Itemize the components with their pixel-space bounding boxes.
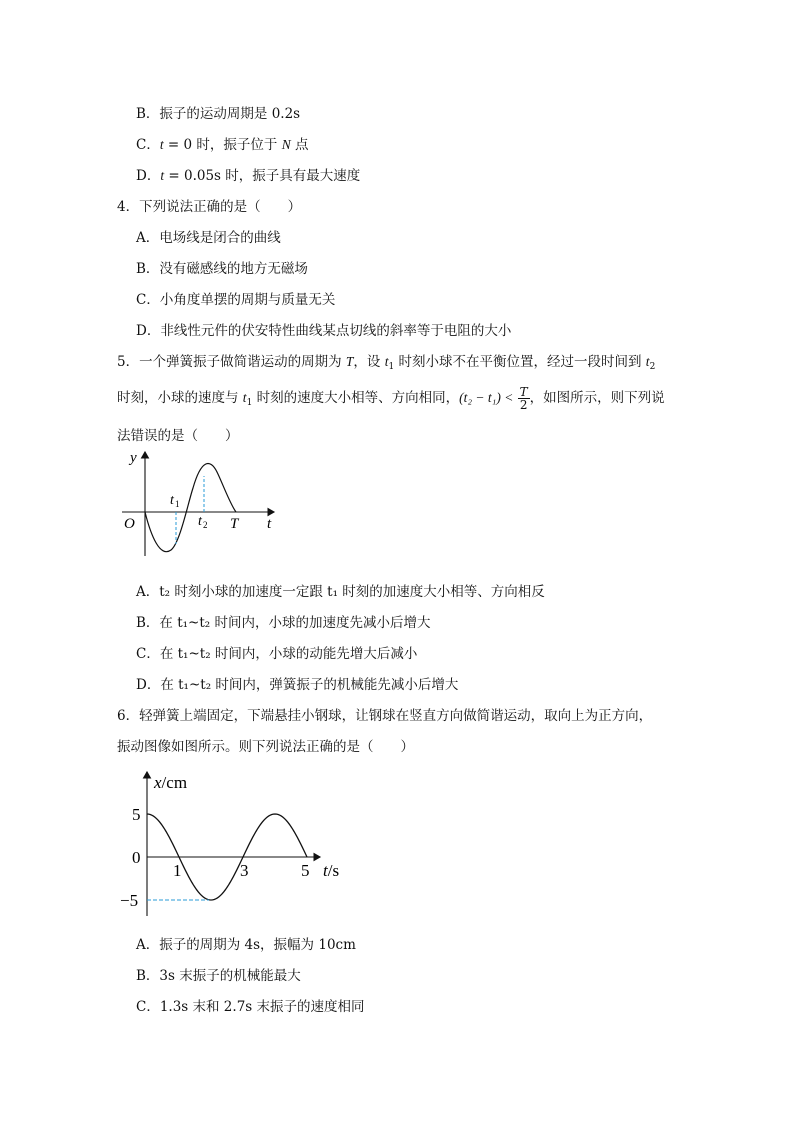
q6-y-unit: /cm xyxy=(161,773,188,792)
q6-option-a: A．振子的周期为 4s，振幅为 10cm xyxy=(136,937,356,953)
q3-option-c xyxy=(136,135,309,155)
q5-origin-label: O xyxy=(124,516,135,532)
q5-line2-b: 时刻的速度大小相等、方向相同， xyxy=(252,390,460,406)
q5-y-label: y xyxy=(130,450,137,466)
q3-option-b: B．振子的运动周期是 0.2s xyxy=(136,106,301,122)
q6-option-c: C．1.3s 末和 2.7s 末振子的速度相同 xyxy=(136,999,365,1015)
q3-option-d xyxy=(136,166,360,186)
q5-stem-line3: 法错误的是（ ） xyxy=(117,428,239,444)
q5-t1-sub: 1 xyxy=(175,499,180,509)
q5-line2-sub1: 1 xyxy=(246,398,253,408)
q3-option-c-var: t xyxy=(159,137,164,152)
q5-frac-den: 2 xyxy=(519,398,528,412)
q5-line2-a: 时刻，小球的速度与 xyxy=(117,390,243,406)
q3-option-d-var: t xyxy=(160,168,165,183)
q6-stem-line1: 6．轻弹簧上端固定，下端悬挂小钢球，让钢球在竖直方向做简谐运动，取向上为正方向， xyxy=(117,708,653,724)
q5-option-b: B．在 t₁~t₂ 时间内，小球的加速度先减小后增大 xyxy=(136,615,431,631)
q5-frac-num: T xyxy=(519,385,528,399)
q3-option-c-prefix: C． xyxy=(136,137,160,153)
q5-line2-c: ，如图所示，则下列说 xyxy=(529,390,665,406)
q5-line2-t1: t xyxy=(242,390,247,405)
q5-t2-label: t xyxy=(198,514,202,529)
q5-line1-T: T xyxy=(345,354,354,369)
q5-option-a: A．t₂ 时刻小球的加速度一定跟 t₁ 时刻的加速度大小相等、方向相反 xyxy=(136,584,545,600)
q5-line1-t2: t xyxy=(645,354,650,369)
q5-curve xyxy=(145,464,236,552)
q5-T-label: T xyxy=(230,516,239,532)
q5-line2-expr: (t₂ − t₁) < xyxy=(459,390,514,405)
q5-line2-fraction xyxy=(518,386,530,411)
q4-option-d: D．非线性元件的伏安特性曲线某点切线的斜率等于电阻的大小 xyxy=(136,323,512,339)
q5-option-d: D．在 t₁~t₂ 时间内，弹簧振子的机械能先减小后增大 xyxy=(136,677,459,693)
q4-stem: 4．下列说法正确的是（ ） xyxy=(117,199,302,215)
q5-stem-line2 xyxy=(117,385,665,416)
q3-option-d-prefix: D． xyxy=(136,168,161,184)
q5-t2-sub: 2 xyxy=(203,520,208,530)
q4-option-b: B．没有磁感线的地方无磁场 xyxy=(136,261,308,277)
q6-tick-0: 0 xyxy=(132,848,141,867)
q6-tick-5: 5 xyxy=(132,805,141,824)
q3-option-d-suffix: = 0.05s 时，振子具有最大速度 xyxy=(164,168,361,184)
q6-stem-line2: 振动图像如图所示。则下列说法正确的是（ ） xyxy=(117,739,414,755)
q6-tick-neg5: −5 xyxy=(120,891,139,910)
q4-option-c: C．小角度单摆的周期与质量无关 xyxy=(136,292,336,308)
q5-stem-line1 xyxy=(117,352,655,377)
q6-y-label: x/cm xyxy=(154,773,188,792)
q3-option-c-var2: N xyxy=(281,137,291,152)
q5-line1-a: 5．一个弹簧振子做简谐运动的周期为 xyxy=(117,354,346,370)
q5-line1-sub2: 2 xyxy=(649,362,656,372)
q5-line1-c: 时刻小球不在平衡位置，经过一段时间到 xyxy=(394,354,646,370)
q3-option-c-suffix: 点 xyxy=(290,137,309,153)
q6-tick-x5: 5 xyxy=(301,861,310,880)
q5-line1-sub1: 1 xyxy=(388,362,395,372)
q5-line1-b: ，设 xyxy=(353,354,385,370)
q6-option-b: B．3s 末振子的机械能最大 xyxy=(136,968,301,984)
q3-option-c-mid: = 0 时，振子位于 xyxy=(163,137,282,153)
q5-t-axis-label: t xyxy=(267,516,272,532)
q4-option-a: A．电场线是闭合的曲线 xyxy=(136,230,281,246)
q6-tick-x3: 3 xyxy=(240,861,249,880)
q6-tick-x1: 1 xyxy=(173,861,182,880)
q5-graph xyxy=(118,448,280,560)
q5-option-c: C．在 t₁~t₂ 时间内，小球的动能先增大后减小 xyxy=(136,646,418,662)
q6-graph xyxy=(116,768,356,918)
q5-t1-label: t xyxy=(170,493,174,508)
q6-x-label: t/s xyxy=(323,861,340,880)
q5-line1-t1: t xyxy=(384,354,389,369)
